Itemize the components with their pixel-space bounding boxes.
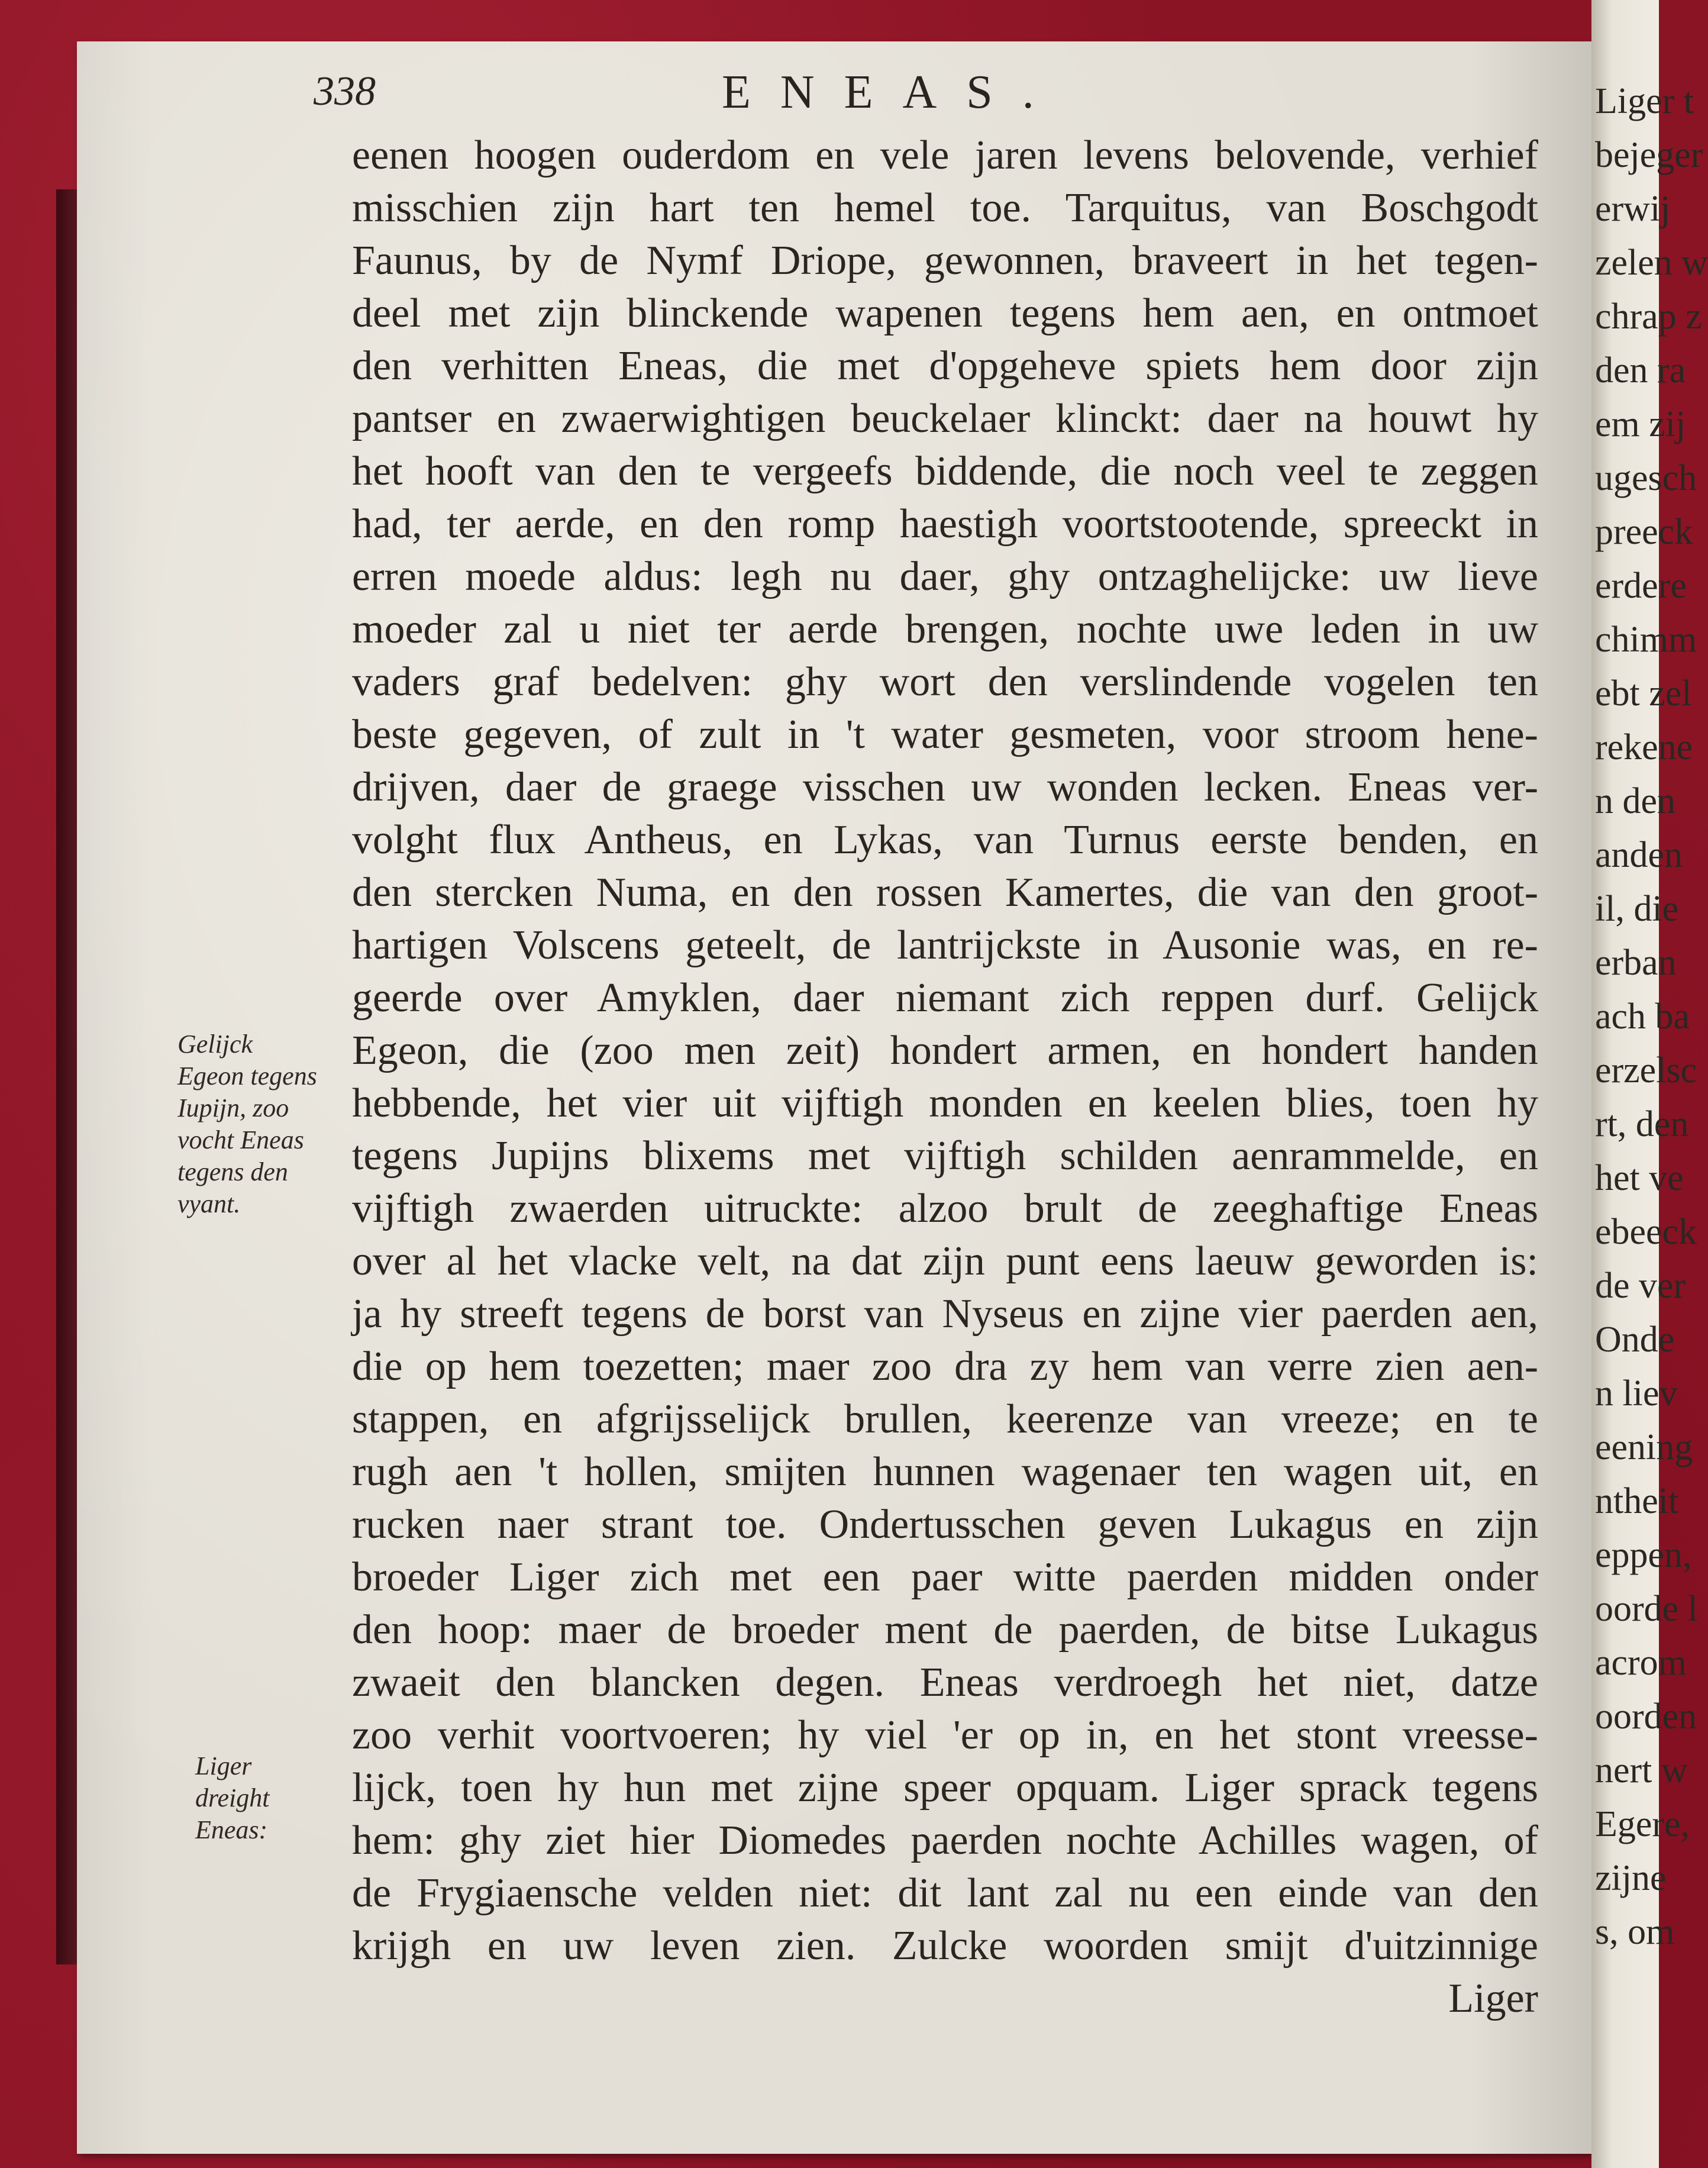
facing-page-fragment: rt, den (1595, 1104, 1689, 1144)
facing-page-fragment: acrom (1595, 1643, 1687, 1683)
margin-note-line: Egeon tegens (177, 1062, 317, 1091)
facing-page-fragment: il, die (1595, 889, 1679, 929)
text-line: Faunus, by de Nymf Driope, gewonnen, braveert in het tegen- (352, 238, 1538, 283)
text-line: den hoop: maer de broeder ment de paerden, de bitse Lukagus (352, 1607, 1538, 1653)
facing-page-fragment: n den (1595, 781, 1676, 821)
facing-page-fragment: erdere (1595, 566, 1687, 606)
facing-page-fragment: nert w (1595, 1750, 1688, 1790)
text-line: zoo verhit voortvoeren; hy viel 'er op in, en het stont vreesse- (352, 1712, 1538, 1758)
text-line: die op hem toezetten; maer zoo dra zy hem van verre zien aen- (352, 1344, 1538, 1389)
facing-page-fragment: eening (1595, 1427, 1693, 1467)
text-line: den stercken Numa, en den rossen Kamertes, die van den groot- (352, 870, 1538, 915)
text-line: vaders graf bedelven: ghy wort den verslindende vogelen ten (352, 659, 1538, 705)
text-line: Egeon, die (zoo men zeit) hondert armen, en hondert handen (352, 1028, 1538, 1073)
running-title: ENEAS. (722, 66, 1064, 118)
text-line: broeder Liger zich met een paer witte paerden midden onder (352, 1554, 1538, 1600)
margin-note-line: dreight (195, 1783, 270, 1812)
facing-page-fragment: het ve (1595, 1158, 1684, 1198)
text-line: rucken naer strant toe. Ondertusschen geven Lukagus en zijn (352, 1502, 1538, 1547)
text-line: pantser en zwaerwightigen beuckelaer klinckt: daer na houwt hy (352, 396, 1538, 441)
margin-note-line: Iupijn, zoo (177, 1093, 289, 1122)
facing-page-fragment: Onde (1595, 1319, 1675, 1360)
text-line: zwaeit den blancken degen. Eneas verdroegh het niet, datze (352, 1660, 1538, 1705)
facing-page-fragment: em zij (1595, 404, 1686, 444)
text-line: ja hy streeft tegens de borst van Nyseus en zijne vier paerden aen, (352, 1291, 1538, 1337)
facing-page-fragment: ebt zel (1595, 673, 1692, 714)
facing-page-fragment: eppen, (1595, 1535, 1692, 1575)
facing-page-edge (1591, 0, 1708, 2168)
text-line: het hooft van den te vergeefs biddende, die noch veel te zeggen (352, 449, 1538, 494)
margin-note-egeon (177, 1028, 317, 1220)
facing-page-fragment: den ra (1595, 350, 1686, 391)
facing-page-fragment: zijne (1595, 1858, 1667, 1898)
facing-page-fragment: ugesch (1595, 458, 1697, 498)
text-line: de Frygiaensche velden niet: dit lant zal nu een einde van den (352, 1870, 1538, 1916)
facing-page-fragment: Egere, (1595, 1804, 1690, 1844)
page-header (314, 68, 1556, 121)
text-line: drijven, daer de graege visschen uw wonden lecken. Eneas ver- (352, 764, 1538, 810)
facing-page-fragment: bejeger (1595, 135, 1703, 175)
text-line: beste gegeven, of zult in 't water gesmeten, voor stroom hene- (352, 712, 1538, 757)
text-line: hem: ghy ziet hier Diomedes paerden nochte Achilles wagen, of (352, 1818, 1538, 1863)
text-line: tegens Jupijns blixems met vijftigh schilden aenrammelde, en (352, 1133, 1538, 1179)
text-line: over al het vlacke velt, na dat zijn punt eens laeuw geworden is: (352, 1238, 1538, 1284)
facing-page-fragment: erwij (1595, 189, 1671, 229)
text-line: eenen hoogen ouderdom en vele jaren levens belovende, verhief (352, 133, 1538, 178)
margin-note-line: Gelijck (177, 1030, 253, 1059)
text-line: rugh aen 't hollen, smijten hunnen wagenaer ten wagen uit, en (352, 1449, 1538, 1495)
margin-note-line: vyant. (177, 1189, 241, 1218)
text-line: hebbende, het vier uit vijftigh monden en keelen blies, toen hy (352, 1080, 1538, 1126)
catchword: Liger (1448, 1976, 1538, 2021)
margin-note-line: Eneas: (195, 1815, 268, 1844)
facing-page-fragment: rekene (1595, 727, 1693, 767)
facing-page-fragment: preeck (1595, 512, 1693, 552)
facing-page-fragment: oorden (1595, 1696, 1697, 1737)
facing-page-fragment: ach ba (1595, 996, 1690, 1037)
facing-page-fragment: oorde l (1595, 1589, 1698, 1629)
margin-note-line: tegens den (177, 1157, 288, 1186)
facing-page-fragment: n liev (1595, 1373, 1678, 1414)
facing-page-fragment: Liger t (1595, 81, 1694, 121)
facing-page-fragment: s, om (1595, 1912, 1675, 1952)
facing-page-fragment: ebeeck (1595, 1212, 1697, 1252)
text-line: hartigen Volscens geteelt, de lantrijckste in Ausonie was, en re- (352, 922, 1538, 968)
text-line: had, ter aerde, en den romp haestigh voortstootende, spreeckt in (352, 501, 1538, 547)
text-line: erren moede aldus: legh nu daer, ghy ontzaghelijcke: uw lieve (352, 554, 1538, 599)
text-line: moeder zal u niet ter aerde brengen, nochte uwe leden in uw (352, 606, 1538, 652)
facing-page-fragment: anden (1595, 835, 1683, 875)
text-line: krijgh en uw leven zien. Zulcke woorden smijt d'uitzinnige (352, 1923, 1538, 1969)
text-line: misschien zijn hart ten hemel toe. Tarquitus, van Boschgodt (352, 185, 1538, 231)
facing-page-fragment: de ver (1595, 1266, 1686, 1306)
text-line: volght flux Antheus, en Lykas, van Turnus eerste benden, en (352, 817, 1538, 863)
text-line: vijftigh zwaerden uitruckte: alzoo brult de zeeghaftige Eneas (352, 1186, 1538, 1231)
facing-page-fragment: zelen w (1595, 243, 1708, 283)
text-line: lijck, toen hy hun met zijne speer opquam. Liger sprack tegens (352, 1765, 1538, 1811)
page-number: 338 (314, 69, 376, 114)
facing-page-fragment: chrap z (1595, 296, 1702, 337)
facing-page-fragment: chimm (1595, 620, 1697, 660)
text-line: den verhitten Eneas, die met d'opgeheve spiets hem door zijn (352, 343, 1538, 389)
text-line: deel met zijn blinckende wapenen tegens hem aen, en ontmoet (352, 291, 1538, 336)
text-line: geerde over Amyklen, daer niemant zich reppen durf. Gelijck (352, 975, 1538, 1021)
margin-note-line: vocht Eneas (177, 1125, 304, 1154)
facing-page-fragment: erzelsc (1595, 1050, 1697, 1091)
facing-page-fragment: erban (1595, 943, 1677, 983)
margin-note-line: Liger (195, 1751, 252, 1780)
facing-page-fragment: ntheit (1595, 1481, 1679, 1521)
text-line: stappen, en afgrijsselijck brullen, keerenze van vreeze; en te (352, 1396, 1538, 1442)
margin-note-liger (195, 1750, 269, 1846)
spine-shadow (56, 189, 80, 1964)
